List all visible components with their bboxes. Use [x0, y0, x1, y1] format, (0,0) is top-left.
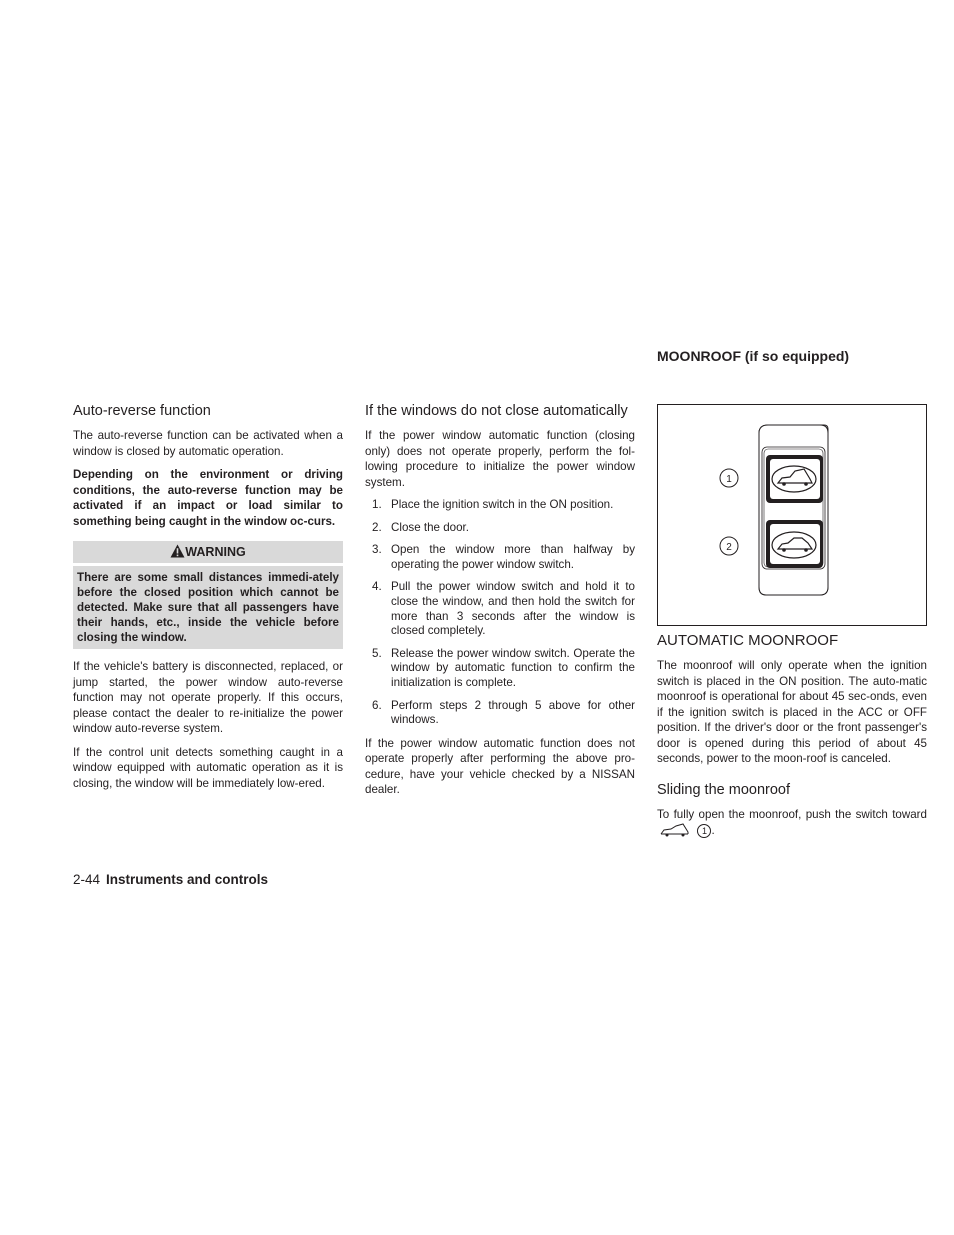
- paragraph: If the power window automatic function (closing only) does not operate properly, perform the fol-lowing procedure to initialize the power window system.: [365, 429, 635, 489]
- list-item: 2. Close the door.: [372, 520, 469, 534]
- callout-inline-1: 1: [697, 824, 711, 838]
- list-item: 6. Perform steps 2 through 5 above for other windows.: [372, 698, 635, 727]
- heading-sliding-moonroof: Sliding the moonroof: [657, 781, 790, 798]
- heading-automatic-moonroof: AUTOMATIC MOONROOF: [657, 632, 839, 649]
- paragraph: If the power window automatic function does not operate properly after performing the above pro-cedure, have your vehicle checked by a NISSAN dealer.: [365, 736, 635, 797]
- steps-list: [365, 498, 635, 728]
- list-item: 5. Release the power window switch. Operate the window by automatic function to confirm the initialization is complete.: [372, 646, 635, 689]
- warning-text: There are some small distances immedi-ately before the closed position which cannot be detected. Make sure that all passengers have their hands, etc., inside the vehicle before closing the window.: [73, 566, 343, 649]
- paragraph: The moonroof will only operate when the ignition switch is placed in the ON position. The auto-matic moonroof is operational for about 45 sec-onds, even if the ignition switch is placed in the ACC or OFF position. If the driver's door or the front passenger's door is opened during this period of about 45 seconds, power to the moon-roof is canceled.: [657, 659, 927, 765]
- moonroof-open-icon: [659, 822, 691, 838]
- column-auto-reverse: [73, 402, 343, 799]
- list-item: 1. Place the ignition switch in the ON position.: [372, 498, 614, 511]
- warning-icon: [170, 544, 185, 558]
- column-windows-close: [365, 402, 635, 806]
- heading-auto-reverse: Auto-reverse function: [73, 403, 211, 419]
- page-number: 2-44: [73, 872, 101, 887]
- page-footer: [73, 872, 268, 887]
- callout-2: 2: [726, 542, 732, 553]
- heading-windows-close: If the windows do not close automatically: [365, 403, 628, 419]
- callout-1: 1: [726, 474, 732, 485]
- footer-section: Instruments and controls: [106, 872, 269, 887]
- paragraph: The auto-reverse function can be activated when a window is closed by automatic operation.: [73, 429, 343, 458]
- paragraph: If the vehicle's battery is disconnected, replaced, or jump started, the power window auto-reverse function may not operate properly. If this occurs, please contact the dealer to re-initialize the power window auto-reverse system.: [73, 660, 343, 735]
- moonroof-switch-illustration: [658, 405, 926, 625]
- warning-header: [73, 541, 343, 563]
- section-title: MOONROOF (if so equipped): [657, 348, 850, 364]
- warning-label: WARNING: [185, 545, 246, 559]
- column-moonroof: [657, 404, 927, 847]
- paragraph-sliding: To fully open the moonroof, push the switch toward 1 .: [657, 807, 927, 837]
- list-item: 3. Open the window more than halfway by operating the power window switch.: [372, 543, 635, 571]
- paragraph-bold: Depending on the environment or driving conditions, the auto-reverse function may be activated if an impact or load similar to something being caught in the window oc-curs.: [73, 468, 343, 528]
- paragraph: If the control unit detects something caught in a window equipped with automatic operation as it is closing, the window will be immediately low-ered.: [73, 745, 343, 790]
- moonroof-switch-figure: [657, 404, 927, 626]
- list-item: 4. Pull the power window switch and hold it to close the window, and then hold the switch for more than 3 seconds after the window is closed completely.: [372, 580, 635, 638]
